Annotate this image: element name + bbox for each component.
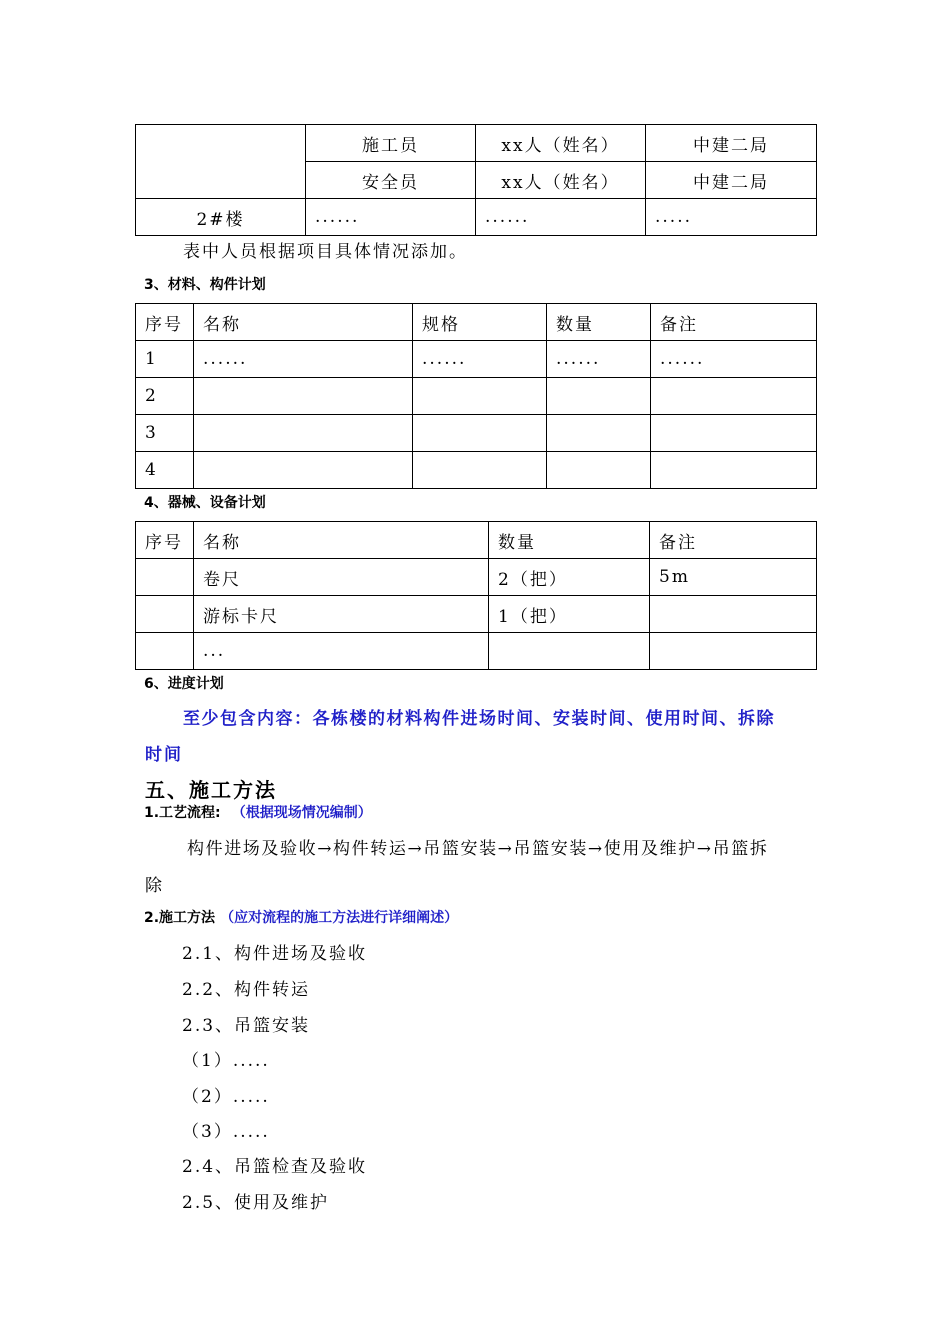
process-label: 1.工艺流程: [144,805,221,821]
table-cell [413,452,547,489]
table-cell [489,633,650,670]
schedule-note-line2: 时间 [145,745,183,765]
table-row [136,341,817,378]
table-row [136,452,817,489]
table-header-row [136,304,817,341]
table-cell [651,415,817,452]
schedule-note-line1: 至少包含内容：各栋楼的材料构件进场时间、安装时间、使用时间、拆除 [183,709,775,729]
table-cell [413,378,547,415]
staff-person-cell: ...... [476,199,646,236]
staff-label-cell: 2#楼 [136,199,306,236]
method-hint: （应对流程的施工方法进行详细阐述） [220,910,459,926]
table-row [136,633,817,670]
table-cell [194,378,413,415]
staff-label-cell [136,125,306,199]
table-cell [194,452,413,489]
column-header: 备注 [651,304,817,341]
staff-company-cell: 中建二局 [646,125,817,162]
process-hint: （根据现场情况编制） [231,805,372,821]
table-cell: 2 [136,378,194,415]
column-header: 数量 [489,522,650,559]
table-cell [650,633,817,670]
table-cell [136,559,194,596]
column-header: 备注 [650,522,817,559]
table-cell: ... [194,633,489,670]
table-cell: 3 [136,415,194,452]
process-heading [144,802,372,822]
column-header: 序号 [136,304,194,341]
table-row [136,415,817,452]
table-row [136,125,817,162]
method-item: 2.2、构件转运 [182,980,311,1000]
column-header: 数量 [547,304,651,341]
staff-company-cell: 中建二局 [646,162,817,199]
method-subitem: （1）..... [182,1051,270,1071]
staff-person-cell: xx人（姓名） [476,162,646,199]
table-row [136,559,817,596]
table-cell: 5m [650,559,817,596]
equipment-table [135,521,817,670]
column-header: 名称 [194,304,413,341]
method-item: 2.5、使用及维护 [182,1193,330,1213]
table-header-row [136,522,817,559]
table-row [136,199,817,236]
materials-table [135,303,817,489]
method-label: 2.施工方法 [144,910,216,926]
section6-title: 6、进度计划 [144,676,224,692]
column-header: 名称 [194,522,489,559]
table-cell [136,596,194,633]
table-cell [547,452,651,489]
column-header: 规格 [413,304,547,341]
table-row [136,378,817,415]
staff-role-cell: 安全员 [306,162,476,199]
method-subitem: （2）..... [182,1087,270,1107]
staff-note: 表中人员根据项目具体情况添加。 [183,242,468,262]
table-cell: 游标卡尺 [194,596,489,633]
table-cell [194,415,413,452]
table-cell: ...... [547,341,651,378]
table-cell: ...... [413,341,547,378]
table-cell: 4 [136,452,194,489]
table-cell: 1 [136,341,194,378]
staff-company-cell: ..... [646,199,817,236]
table-cell: 卷尺 [194,559,489,596]
table-cell: ...... [194,341,413,378]
table-cell: ...... [651,341,817,378]
table-cell [651,452,817,489]
chapter-title: 五、施工方法 [145,778,277,802]
table-cell [547,378,651,415]
staff-person-cell: xx人（姓名） [476,125,646,162]
method-subitem: （3）..... [182,1122,270,1142]
staff-role-cell: ...... [306,199,476,236]
section3-title: 3、材料、构件计划 [144,277,266,293]
table-cell [650,596,817,633]
method-item: 2.4、吊篮检查及验收 [182,1157,368,1177]
table-cell: 1（把） [489,596,650,633]
staff-table [135,124,817,236]
table-row [136,596,817,633]
column-header: 序号 [136,522,194,559]
table-cell [547,415,651,452]
table-cell [136,633,194,670]
method-item: 2.1、构件进场及验收 [182,944,368,964]
process-flow-line2: 除 [145,876,164,896]
table-cell [413,415,547,452]
process-flow-line1: 构件进场及验收→构件转运→吊篮安装→吊篮安装→使用及维护→吊篮拆 [187,839,769,859]
section4-title: 4、器械、设备计划 [144,495,266,511]
method-item: 2.3、吊篮安装 [182,1016,311,1036]
method-heading [144,907,458,927]
table-cell: 2（把） [489,559,650,596]
table-cell [651,378,817,415]
staff-role-cell: 施工员 [306,125,476,162]
